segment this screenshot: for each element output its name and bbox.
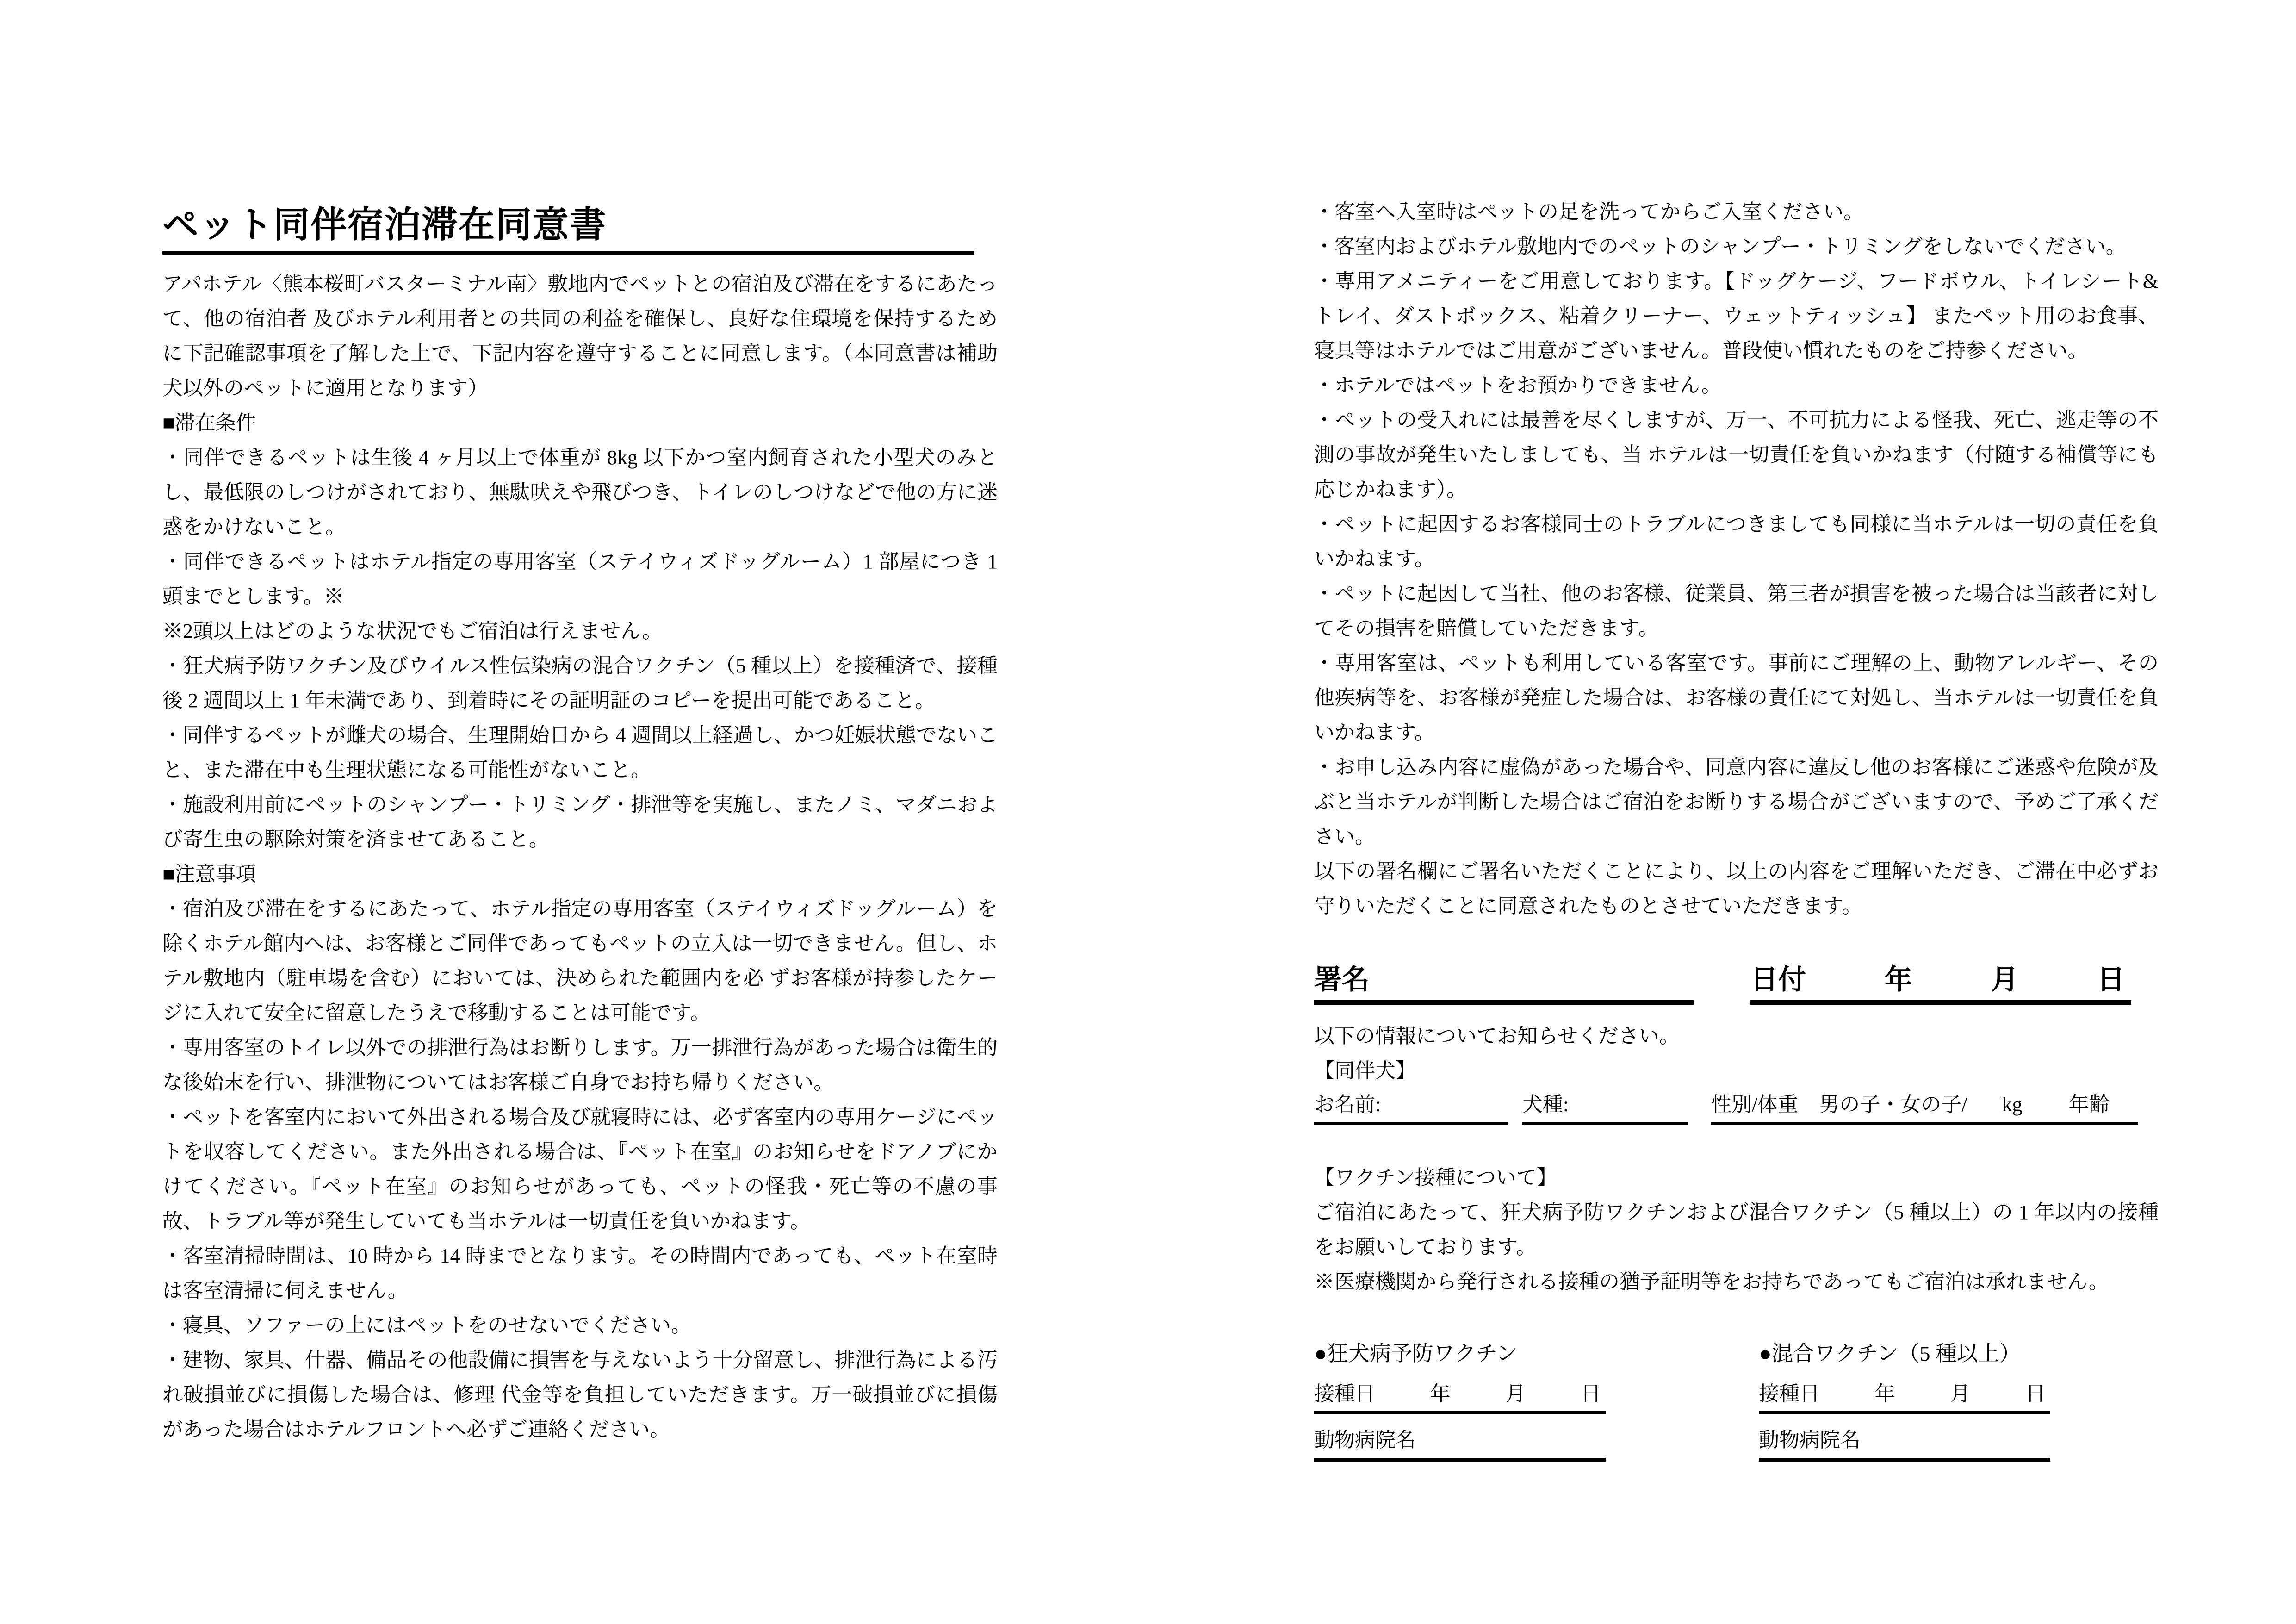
dog-breed-field[interactable] bbox=[1522, 1091, 1688, 1125]
note-item: ・客室内およびホテル敷地内でのペットのシャンプー・トリミングをしないでください。 bbox=[1314, 235, 2126, 258]
day-label: 日 bbox=[2025, 1382, 2046, 1405]
info-request: 以下の情報についてお知らせください。 bbox=[1314, 1025, 1680, 1047]
note-item: ・寝具、ソファーの上にはペットをのせないでください。 bbox=[162, 1313, 692, 1337]
combo-hospital-name-field[interactable] bbox=[1759, 1427, 2050, 1462]
stay-condition-item: ・狂犬病予防ワクチン及びウイルス性伝染病の混合ワクチン（5 種以上）を接種済で、接種後 2 週間以上 1 年未満であり、到着時にその証明証のコピーを提出可能であること。 bbox=[162, 654, 998, 712]
notes-heading: ■注意事項 bbox=[162, 862, 256, 885]
left-column bbox=[162, 206, 998, 1447]
rabies-vaccination-date-field[interactable] bbox=[1314, 1381, 1606, 1414]
signature-field[interactable] bbox=[1314, 966, 1694, 1005]
dog-breed-label: 犬種: bbox=[1522, 1093, 1569, 1116]
note-item: ・専用客室は、ペットも利用している客室です。事前にご理解の上、動物アレルギー、その他疾病等を、お客様が発症した場合は、お客様の責任にて対処し、当ホテルは一切責任を負いかねます。 bbox=[1314, 652, 2159, 744]
year-label: 年 bbox=[1430, 1382, 1451, 1405]
note-item: ・客室清掃時間は、10 時から 14 時までとなります。その時間内であっても、ペット在室時は客室清掃に伺えません。 bbox=[162, 1244, 998, 1302]
dog-info-row bbox=[1314, 1091, 2159, 1125]
vaccination-date-label: 接種日 bbox=[1759, 1382, 1820, 1405]
note-item: ・専用客室のトイレ以外での排泄行為はお断りします。万一排泄行為があった場合は衛生的な後始末を行い、排泄物についてはお客様ご自身でお持ち帰りください。 bbox=[162, 1036, 998, 1094]
dog-sex-weight-age-field[interactable] bbox=[1711, 1091, 2138, 1125]
vaccine-section-heading: 【ワクチン接種について】 bbox=[1314, 1166, 1557, 1189]
vaccine-section-note: ※医療機関から発行される接種の猶予証明等をお持ちであってもご宿泊は承れません。 bbox=[1314, 1270, 2109, 1293]
stay-condition-item: ・同伴するペットが雌犬の場合、生理開始日から 4 週間以上経過し、かつ妊娠状態でないこと、また滞在中も生理状態になる可能性がないこと。 bbox=[162, 723, 998, 781]
rabies-hospital-name-field[interactable] bbox=[1314, 1427, 1606, 1462]
stay-condition-item: ・同伴できるペットは生後 4 ヶ月以上で体重が 8kg 以下かつ室内飼育された小型犬のみとし、最低限のしつけがされており、無駄吠えや飛びつき、トイレのしつけなどで他の方に迷惑をかけないこと。 bbox=[162, 446, 998, 538]
sex-options-label: 男の子・女の子/ bbox=[1819, 1093, 1967, 1116]
sex-weight-label: 性別/体重 bbox=[1711, 1093, 1799, 1116]
hospital-name-label: 動物病院名 bbox=[1314, 1429, 1416, 1451]
signature-label: 署名 bbox=[1314, 964, 1370, 995]
age-label: 年齢 bbox=[2068, 1093, 2110, 1116]
hospital-name-label: 動物病院名 bbox=[1759, 1429, 1861, 1451]
month-label: 月 bbox=[1505, 1382, 1526, 1405]
weight-unit-label: kg bbox=[2002, 1093, 2023, 1116]
combo-vaccine-heading: ●混合ワクチン（5 種以上） bbox=[1759, 1342, 2021, 1365]
note-item: ・客室へ入室時はペットの足を洗ってからご入室ください。 bbox=[1314, 200, 1864, 223]
stay-condition-item: ・施設利用前にペットのシャンプー・トリミング・排泄等を実施し、またノミ、マダニおよび寄生虫の駆除対策を済ませてあること。 bbox=[162, 793, 998, 851]
month-label: 月 bbox=[1950, 1382, 1971, 1405]
day-label: 日 bbox=[1580, 1382, 1601, 1405]
note-item: ・お申し込み内容に虚偽があった場合や、同意内容に違反し他のお客様にご迷惑や危険が及ぶと当ホテルが判断した場合はご宿泊をお断りする場合がございますので、予めご了承ください。 bbox=[1314, 756, 2159, 848]
note-item: ・ペットの受入れには最善を尽くしますが、万一、不可抗力による怪我、死亡、逃走等の不測の事故が発生いたしましても、当 ホテルは一切責任を負いかねます（付随する補償等にも応じかねます）。 bbox=[1314, 409, 2159, 501]
rabies-vaccine-heading: ●狂犬病予防ワクチン bbox=[1314, 1342, 1518, 1365]
year-label: 年 bbox=[1874, 1382, 1895, 1405]
intro-paragraph: アパホテル〈熊本桜町バスターミナル南〉敷地内でペットとの宿泊及び滞在をするにあたって、他の宿泊者 及びホテル利用者との共同の利益を確保し、良好な住環境を保持するために下記確認事項を了解した上で、下記内容を遵守することに同意します。（本同意書は補助犬以外のペットに適用となります） bbox=[162, 272, 998, 399]
year-label: 年 bbox=[1884, 964, 1912, 995]
note-item: ・ペットに起因するお客様同士のトラブルにつきましても同様に当ホテルは一切の責任を負いかねます。 bbox=[1314, 513, 2159, 570]
date-label: 日付 bbox=[1750, 964, 1806, 995]
vaccination-date-label: 接種日 bbox=[1314, 1382, 1375, 1405]
note-item: ・宿泊及び滞在をするにあたって、ホテル指定の専用客室（ステイウィズドッグルーム）を除くホテル館内へは、お客様とご同伴であってもペットの立入は一切できません。但し、ホテル敷地内（駐車場を含む）においては、決められた範囲内を必 ずお客様が持参したケージに入れて安全に留意したうえで移動することは可能です。 bbox=[162, 897, 998, 1024]
rabies-vaccine-block bbox=[1314, 1336, 1606, 1462]
right-column bbox=[1314, 194, 2159, 1462]
note-item: ・ペットに起因して当社、他のお客様、従業員、第三者が損害を被った場合は当該者に対してその損害を賠償していただきます。 bbox=[1314, 582, 2159, 640]
note-item: ・ペットを客室内において外出される場合及び就寝時には、必ず客室内の専用ケージにペットを収容してください。また外出される場合は、『ペット在室』のお知らせをドアノブにかけてください。『ペット在室』のお知らせがあっても、ペットの怪我・死亡等の不慮の事故、トラブル等が発生していても当ホテルは一切責任を負いかねます。 bbox=[162, 1105, 998, 1232]
note-item: ・建物、家具、什器、備品その他設備に損害を与えないよう十分留意し、排泄行為による汚れ破損並びに損傷した場合は、修理 代金等を負担していただきます。万一破損並びに損傷があった場合はホテルフロントへ必ずご連絡ください。 bbox=[162, 1348, 998, 1441]
vaccine-record-blocks bbox=[1314, 1336, 2159, 1462]
vaccine-section-body: ご宿泊にあたって、狂犬病予防ワクチンおよび混合ワクチン（5 種以上）の 1 年以内の接種をお願いしております。 bbox=[1314, 1201, 2159, 1258]
date-field[interactable] bbox=[1750, 966, 2131, 1005]
agreement-statement: 以下の署名欄にご署名いただくことにより、以上の内容をご理解いただき、ご滞在中必ずお守りいただくことに同意されたものとさせていただきます。 bbox=[1314, 860, 2159, 917]
note-item: ・専用アメニティーをご用意しております。【ドッグケージ、フードボウル、トイレシート&トレイ、ダストボックス、粘着クリーナー、ウェットティッシュ】 またペット用のお食事、寝具等はホテルではご用意がございません。普段使い慣れたものをご持参ください。 bbox=[1314, 270, 2159, 362]
month-label: 月 bbox=[1991, 964, 2019, 995]
stay-conditions-heading: ■滞在条件 bbox=[162, 411, 256, 434]
dog-name-field[interactable] bbox=[1314, 1091, 1508, 1125]
signature-row bbox=[1314, 966, 2159, 1005]
dog-section-heading: 【同伴犬】 bbox=[1314, 1059, 1416, 1082]
combo-vaccine-block bbox=[1759, 1336, 2050, 1462]
note-item: ・ホテルではペットをお預かりできません。 bbox=[1314, 374, 1722, 397]
stay-condition-note: ※2頭以上はどのような状況でもご宿泊は行えません。 bbox=[162, 619, 663, 642]
day-label: 日 bbox=[2097, 964, 2125, 995]
page-title: ペット同伴宿泊滞在同意書 bbox=[162, 206, 974, 255]
combo-vaccination-date-field[interactable] bbox=[1759, 1381, 2050, 1414]
dog-name-label: お名前: bbox=[1314, 1093, 1381, 1116]
stay-condition-item: ・同伴できるペットはホテル指定の専用客室（ステイウィズドッグルーム）1 部屋につき 1 頭までとします。※ bbox=[162, 550, 998, 608]
